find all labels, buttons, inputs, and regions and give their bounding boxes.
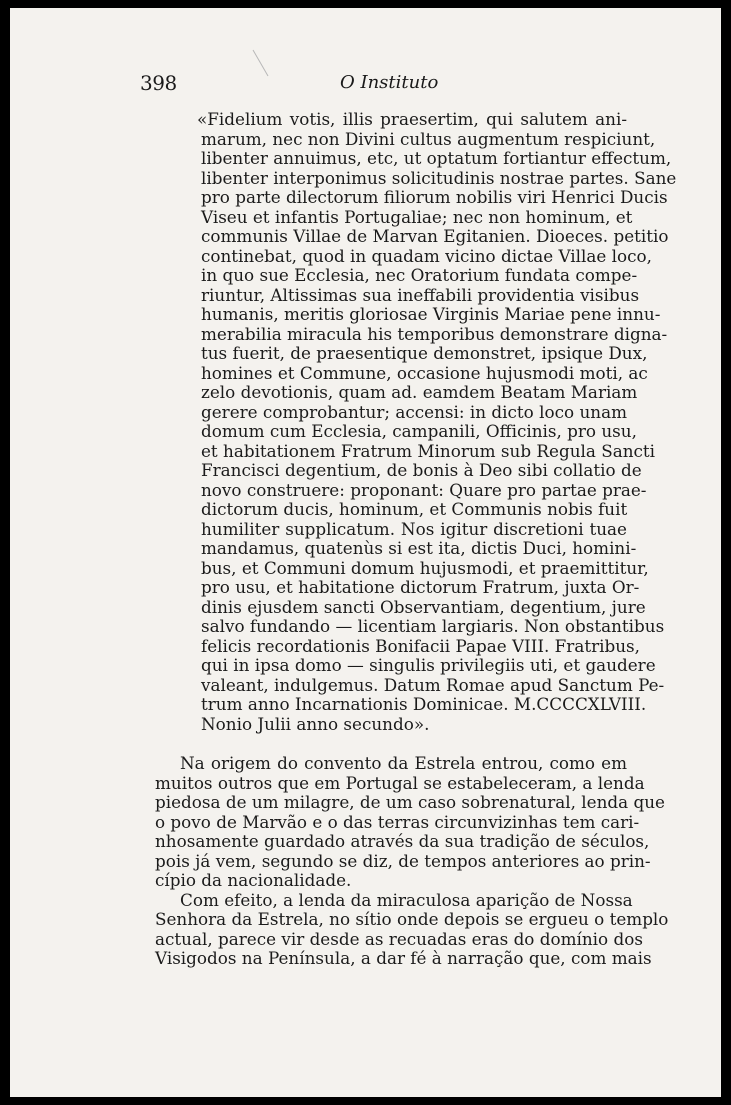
quote-line: humanis, meritis gloriosae Virginis Mariae pene innu- — [201, 304, 661, 324]
paragraph-line: muitos outros que em Portugal se estabeleceram, a lenda — [155, 772, 645, 793]
quote-line: zelo devotionis, quam ad. eamdem Beatam Mariam — [201, 382, 638, 402]
quote-line: dinis ejusdem sancti Observantiam, degentium, jure — [201, 596, 646, 617]
quote-line: novo construere: proponant: Quare pro partae prae- — [201, 479, 647, 500]
paragraph — [155, 889, 669, 969]
quote-line: bus, et Communi domum hujusmodi, et praemittitur, — [201, 557, 649, 578]
quote-line: merabilia miracula his temporibus demonstrare digna- — [201, 323, 668, 344]
paragraph-line: Visigodos na Península, a dar fé à narração que, com mais — [155, 948, 652, 968]
paragraph-line: nhosamente guardado através da sua tradição de séculos, — [155, 831, 650, 851]
paragraph-line: actual, parece vir desde as recuadas eras do domínio dos — [155, 928, 643, 949]
latin-quotation — [155, 109, 677, 734]
document-page — [10, 8, 721, 1097]
paragraph-line: Senhora da Estrela, no sítio onde depois se ergueu o templo — [155, 909, 669, 929]
paragraph — [155, 753, 665, 891]
paragraph-line: piedosa de um milagre, de um caso sobrenatural, lenda que — [155, 792, 665, 812]
paragraph-line: cípio da nacionalidade. — [155, 870, 352, 890]
quote-line: libenter interponimus solicitudinis nostrae partes. Sane — [201, 167, 677, 188]
quote-line: domum cum Ecclesia, campanili, Officinis, pro usu, — [201, 421, 637, 441]
quote-line: Nonio Julii anno secundo». — [201, 713, 430, 734]
paragraph-gap — [155, 734, 627, 754]
paragraph-line: pois já vem, segundo se diz, de tempos anteriores ao prin- — [155, 850, 651, 871]
quote-line: communis Villae de Marvan Egitanien. Dioeces. petitio — [201, 226, 669, 246]
journal-title: O Instituto — [340, 72, 439, 93]
text-block — [155, 109, 677, 969]
running-head — [10, 71, 721, 93]
quote-line: Francisci degentium, de bonis à Deo sibi collatio de — [201, 460, 642, 480]
quote-line: pro usu, et habitatione dictorum Fratrum, juxta Or- — [201, 577, 640, 597]
quote-line: libenter annuimus, etc, ut optatum fortiantur effectum, — [201, 148, 672, 168]
paragraph-line: Na origem do convento da Estrela entrou, como em — [180, 753, 627, 773]
quote-line: mandamus, quatenùs si est ita, dictis Duci, homini- — [201, 538, 637, 558]
quote-line: continebat, quod in quadam vicino dictae Villae loco, — [201, 245, 652, 266]
paragraph-line: Com efeito, a lenda da miraculosa aparição de Nossa — [180, 889, 633, 910]
quote-line: gerere comprobantur; accensi: in dicto loco unam — [201, 401, 627, 422]
quote-line: marum, nec non Divini cultus augmentum respiciunt, — [201, 128, 656, 149]
quote-line: pro parte dilectorum filiorum nobilis viri Henrici Ducis — [201, 187, 668, 207]
quote-line: salvo fundando — licentiam largiaris. Non obstantibus — [201, 616, 665, 636]
quote-line: tus fuerit, de praesentique demonstret, ipsique Dux, — [201, 343, 648, 363]
quote-line: Viseu et infantis Portugaliae; nec non hominum, et — [201, 206, 633, 227]
quote-line: homines et Commune, occasione hujusmodi moti, ac — [201, 362, 648, 383]
quote-line: riuntur, Altissimas sua ineffabili providentia visibus — [201, 284, 640, 305]
quote-line: qui in ipsa domo — singulis privilegiis uti, et gaudere — [201, 655, 656, 675]
quote-line: trum anno Incarnationis Dominicae. M.CCCCXLVIII. — [201, 694, 647, 714]
quote-line: dictorum ducis, hominum, et Communis nobis fuit — [201, 499, 628, 519]
quote-line: in quo sue Ecclesia, nec Oratorium fundata compe- — [201, 265, 638, 285]
quote-line: valeant, indulgemus. Datum Romae apud Sanctum Pe- — [201, 674, 665, 695]
paragraph-line: o povo de Marvão e o das terras circunvizinhas tem cari- — [155, 811, 640, 832]
quote-line: humiliter supplicatum. Nos igitur discretioni tuae — [201, 518, 627, 539]
quote-line: et habitationem Fratrum Minorum sub Regula Sancti — [201, 440, 656, 461]
quote-line: «Fidelium votis, illis praesertim, qui salutem ani- — [197, 109, 627, 129]
quote-line: felicis recordationis Bonifacii Papae VIII. Fratribus, — [201, 635, 640, 656]
page-number: 398 — [140, 71, 177, 95]
